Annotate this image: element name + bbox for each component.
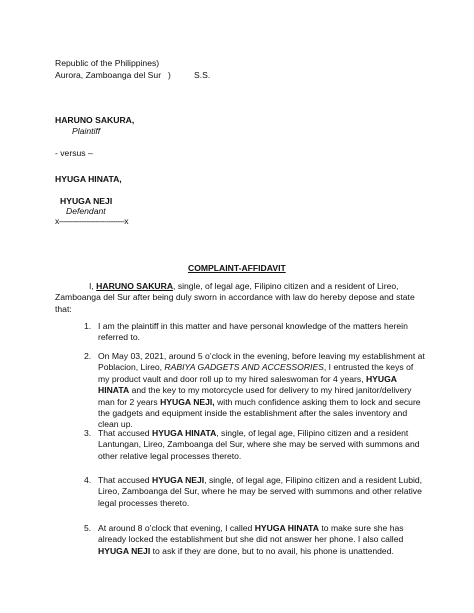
list-item: That accused HYUGA HINATA, single, of legal age, Filipino citizen and a resident Lantungan, Lireo, Zamboanga del Sur, where she may be served with summons and other relative legal processes thereto.	[98, 428, 420, 461]
person-name: HYUGA HINATA	[98, 373, 397, 396]
person-name: HYUGA NEJI,	[160, 396, 215, 407]
venue-line-1: Republic of the Philippines)	[55, 58, 160, 68]
defendant-name-1: HYUGA HINATA,	[55, 174, 122, 184]
person-name: HYUGA HINATA	[254, 523, 319, 533]
plaintiff-name: HARUNO SAKURA,	[55, 115, 135, 125]
venue-line-2: Aurora, Zamboanga del Sur	[55, 70, 162, 80]
plaintiff-role: Plaintiff	[72, 126, 101, 136]
person-name: HYUGA NEJI	[98, 545, 151, 556]
venue-ss: S.S.	[194, 70, 211, 80]
list-item: I am the plaintiff in this matter and have personal knowledge of the matters herein referred to.	[98, 321, 408, 343]
item-number: 2.	[84, 351, 92, 361]
list-item: At around 8 o’clock that evening, I called HYUGA HINATA to make sure she has already locked the establishment but she did not answer her phone. I also called HYUGA NEJI to ask if they are done, but to no avail, his phone is unattended.	[98, 523, 404, 556]
person-name: HYUGA NEJI	[151, 475, 205, 485]
venue-paren: )	[168, 70, 171, 80]
business-name: RABIYA GADGETS AND ACCESSORIES	[164, 362, 324, 373]
item-number: 1.	[84, 321, 92, 331]
affiant-name: HARUNO SAKURA	[96, 281, 174, 291]
list-item: On May 03, 2021, around 5 o’clock in the evening, before leaving my establishment at Poblacion, Lireo, RABIYA GADGETS AND ACCESSORIES, I entrusted the keys of my product vault and door roll up to my hired saleswoman for 4 years, HYUGA HINATA and the key to my motorcycle used for delivery to my hired janitor/delivery man for 2 years HYUGA NEJI, with much confidence asking them to lock and secure the gadgets and equipment inside the establishment after the sales inventory and clean up.	[98, 351, 425, 430]
list-item: That accused HYUGA NEJI, single, of legal age, Filipino citizen and a resident Lubid, Lireo, Zamboanga del Sur, where he may be served with summons and other relative legal processes thereto.	[98, 475, 423, 508]
defendant-name-2: HYUGA NEJI	[60, 196, 113, 206]
item-number: 4.	[84, 475, 92, 485]
defendant-role: Defendant	[66, 206, 106, 216]
intro-paragraph: I, HARUNO SAKURA, single, of legal age, Filipino citizen and a resident of Lireo, Zamboanga del Sur after being duly sworn in accordance with law do hereby depose and state that:	[55, 281, 415, 314]
versus-label: - versus –	[55, 148, 93, 158]
caption-separator: x-----------------------------x	[55, 216, 128, 226]
person-name: HYUGA HINATA	[151, 428, 217, 438]
document-title: COMPLAINT-AFFIDAVIT	[188, 263, 286, 273]
item-number: 3.	[84, 428, 92, 438]
item-number: 5.	[84, 523, 92, 533]
